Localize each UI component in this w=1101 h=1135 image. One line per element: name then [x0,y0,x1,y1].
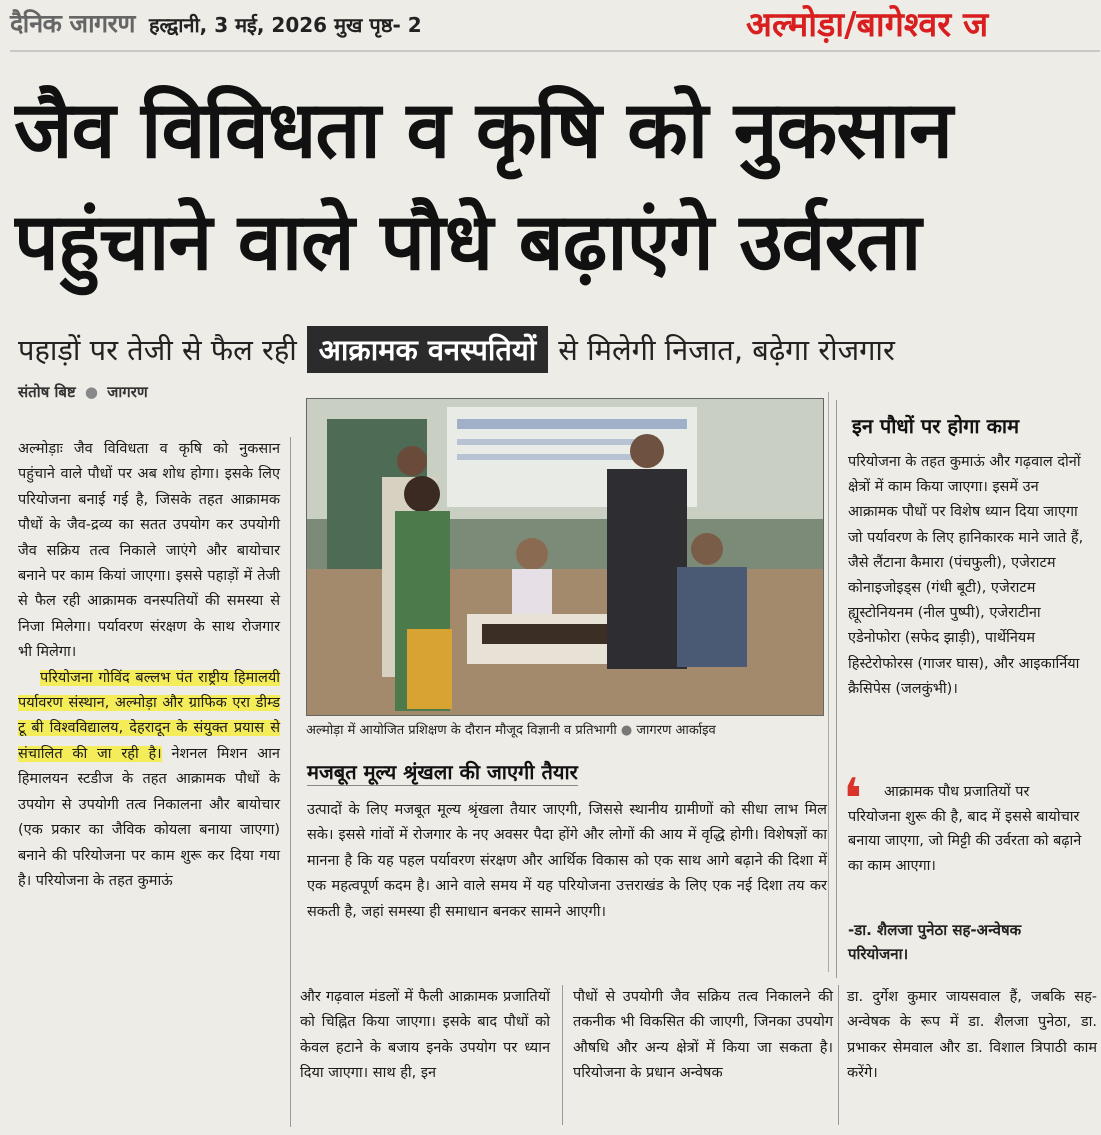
newspaper-name: दैनिक जागरण [10,9,135,38]
column-divider [562,985,563,1125]
training-photo-illustration [307,399,823,715]
mid-article-title: मजबूत मूल्य श्रृंखला की जाएगी तैयार [307,760,578,784]
section-banner: अल्मोड़ा/बागेश्वर ज [746,5,989,45]
subheadline-before: पहाड़ों पर तेजी से फैल रही [18,332,297,367]
bullet-icon: ● [84,383,99,401]
mid-article-body: उत्पादों के लिए मजबूत मूल्य श्रृंखला तैयार जाएगी, जिससे स्थानीय ग्रामीणों को सीधा लाभ मिल सके। इससे गांवों में रोजगार के नए अवसर पैदा होंगे और लोगों की आय में वृद्धि होगी। विशेषज्ञों का मानना है कि यह पहल पर्यावरण संरक्षण और आर्थिक विकास को एक साथ आगे बढ़ाने की दिशा में एक महत्वपूर्ण कदम है। आने वाले समय में यह परियोजना उत्तराखंड के लिए एक नई दिशा तय कर सकती है, जहां समस्या ही समाधान बनकर सामने आएगी। [307,802,827,920]
bottom-column-4: डा. दुर्गेश कुमार जायसवाल हैं, जबकि सह-अन्वेषक के रूप में डा. शैलजा पुनेठा, डा. प्रभाकर सेमवाल और डा. विशाल त्रिपाठी काम करेंगे। [847,989,1097,1082]
photo-caption [306,720,826,738]
news-photo [306,398,824,716]
bottom-column-3: पौधों से उपयोगी जैव सक्रिय तत्व निकालने की तकनीक भी विकसित की जाएगी, जिनका उपयोग औषधि और अन्य क्षेत्रों में किया जा सकता है। परियोजना के प्रधान अन्वेषक [573,989,833,1082]
left-paragraph-2-rest: नेशनल मिशन आन हिमालयन स्टडीज के तहत आक्रामक पौधों के उपयोग से उपयोगी तत्व निकालना और बायोचार (एक प्रकार का जैविक कोयला बनाया जाएगा) बनाने की परियोजना पर काम शुरू कर दिया गया है। परियोजना के तहत कुमाऊं [18,745,280,889]
highlighted-text: परियोजना गोविंद बल्लभ पंत राष्ट्रीय हिमालयी पर्यावरण संस्थान, अल्मोड़ा और ग्राफिक एरा डीम्ड टू बी विश्वविद्यालय, देहरादून के संयुक्त प्रयास से संचालित की जा रही है। [18,669,280,762]
byline-author: संतोष बिष्ट [18,383,76,401]
edition-dateline: हल्द्वानी, 3 मई, 2026 मुख पृष्ठ- 2 [148,13,422,37]
headline-line-1: जैव विविधता व कृषि को नुकसान [14,84,952,176]
byline-source: जागरण [107,383,148,401]
bottom-column-2: और गढ़वाल मंडलों में फैली आक्रामक प्रजातियों को चिह्नित किया जाएगा। इसके बाद पौधों को केवल हटाने के बजाय इनके उपयोग पर ध्यान दिया जाएगा। साथ ही, इन [300,989,550,1082]
subheadline [18,316,1088,382]
sidebar-body: परियोजना के तहत कुमाऊं और गढ़वाल दोनों क्षेत्रों में काम किया जाएगा। इसमें उन आक्रामक पौधों पर विशेष ध्यान दिया जाएगा जो पर्यावरण के लिए हानिकारक माने जाते हैं, जैसे लैंटाना कैमारा (पंचफुली), एजेराटम कोनाइजोइड्स (गंधी बूटी), एजेराटम ह्यूस्टोनियनम (नील पुष्पी), एजेराटीना एडेनोफोरा (सफेद झाड़ी), पार्थेनियम हिस्टेरोफोरस (गाजर घास), और आइकार्निया क्रैसिपेस (जलकुंभी)। [848,454,1084,697]
left-column-text [18,437,280,1127]
column-divider [838,985,839,1125]
bullet-icon: ● [620,723,637,738]
sidebar-quote: आक्रामक पौध प्रजातियों पर परियोजना शुरू की है, बाद में इससे बायोचार बनाया जाएगा, जो मिट्टी की उर्वरता को बढ़ाने का काम आएगा। [848,784,1082,874]
left-paragraph-2 [18,666,280,895]
subheadline-highlight: आक्रामक वनस्पतियों [307,326,548,373]
sidebar-title: इन पौधों पर होगा काम [852,414,1020,438]
quote-author: -डा. शैलजा पुनेठा सह-अन्वेषक परियोजना। [848,921,1022,963]
photo-caption-text: अल्मोड़ा में आयोजित प्रशिक्षण के दौरान मौजूद विज्ञानी व प्रतिभागी [306,723,617,738]
headline-line-2: पहुंचाने वाले पौधे बढ़ाएंगे उर्वरता [14,196,921,288]
column-divider [290,437,291,1127]
left-paragraph-1: अल्मोड़ाः जैव विविधता व कृषि को नुकसान पहुंचाने वाले पौधों पर अब शोध होगा। इसके लिए परियोजना बनाई गई है, जिसके तहत आक्रामक पौधों के जैव-द्रव्य का सतत उपयोग कर उपयोगी जैव सक्रिय तत्व निकाले जाएंगे और बायोचार बनाने पर काम कियां जाएगा। इससे पहाड़ों में तेजी से फैल रही आक्रामक वनस्पतियों की समस्या से निजा मिलेगा। पर्यावरण संरक्षण के साथ रोजगार भी मिलेगा। [18,441,280,661]
byline [18,382,148,402]
quote-icon: ❛ [843,767,863,832]
subheadline-after: से मिलेगी निजात, बढ़ेगा रोजगार [558,332,895,367]
masthead [10,6,422,36]
photo-credit: जागरण आर्काइव [636,723,716,738]
top-divider [10,50,1100,52]
